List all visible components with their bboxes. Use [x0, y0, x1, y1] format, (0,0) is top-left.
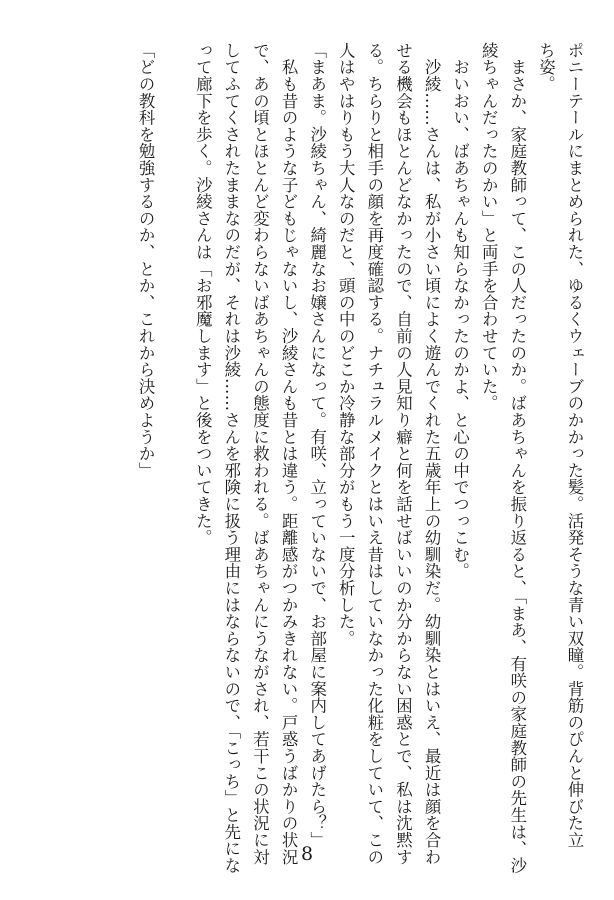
text-line-3: まさか、家庭教師って、この人だったのか。ばあちゃんを振り返ると、「まあ、有咲の家庭教師の先生は、沙	[507, 42, 527, 874]
text-line-14: って廊下を歩く。沙綾さんは「お邪魔します」と後をついてきた。	[193, 42, 213, 546]
vertical-text-body	[131, 42, 589, 874]
text-line-9: 人はやはりもう大人なのだと、頭の中のどこか冷静な部分がもう一度分析した。	[336, 42, 356, 647]
text-line-2: ち姿。	[536, 42, 556, 93]
text-line-5: おいおい、ばあちゃんも知らなかったのかよ、と心の中でつっこむ。	[450, 42, 470, 580]
text-line-12: で、あの頃とほとんど変わらないばあちゃんの態度に救われる。ばあちゃんにうながされ、若干この状況に対	[250, 42, 270, 866]
text-line-10: 「まあま。沙綾ちゃん、綺麗なお嬢さんになって。有咲、立っていないで、お部屋に案内してあげたら？」	[307, 42, 327, 849]
text-line-11: 私も昔のような子どもじゃないし、沙綾さんも昔とは違う。距離感がつかみきれない。戸惑うばかりの状況	[279, 42, 299, 866]
text-line-13: してふてくされたままなのだが、それは沙綾……さんを邪険に扱う理由にはならないので、「こっち」と先にな	[221, 42, 241, 874]
blank-line	[159, 42, 188, 832]
text-line-16: 「どの教科を勉強するのか、とか、これから決めようか」	[136, 42, 156, 479]
page-number: 8	[300, 843, 314, 865]
text-line-7: せる機会もほとんどなかったので、自前の人見知り癖と何を話せばいいのか分からない困惑とで、私は沈黙す	[393, 42, 413, 866]
text-line-4: 綾ちゃんだったのかい」と両手を合わせていた。	[479, 42, 499, 412]
text-line-8: る。ちらりと相手の顔を再度確認する。ナチュラルメイクとはいえ昔はしていなかった化粧をしていて、この	[364, 42, 384, 866]
text-line-6: 沙綾……さんは、私が小さい頃によく遊んでくれた五歳年上の幼馴染だ。幼馴染とはいえ、最近は顔を合わ	[422, 42, 442, 866]
text-line-1: ポニーテールにまとめられた、ゆるくウェーブのかかった髪。活発そうな青い双瞳。背筋のぴんと伸びた立	[565, 42, 584, 849]
